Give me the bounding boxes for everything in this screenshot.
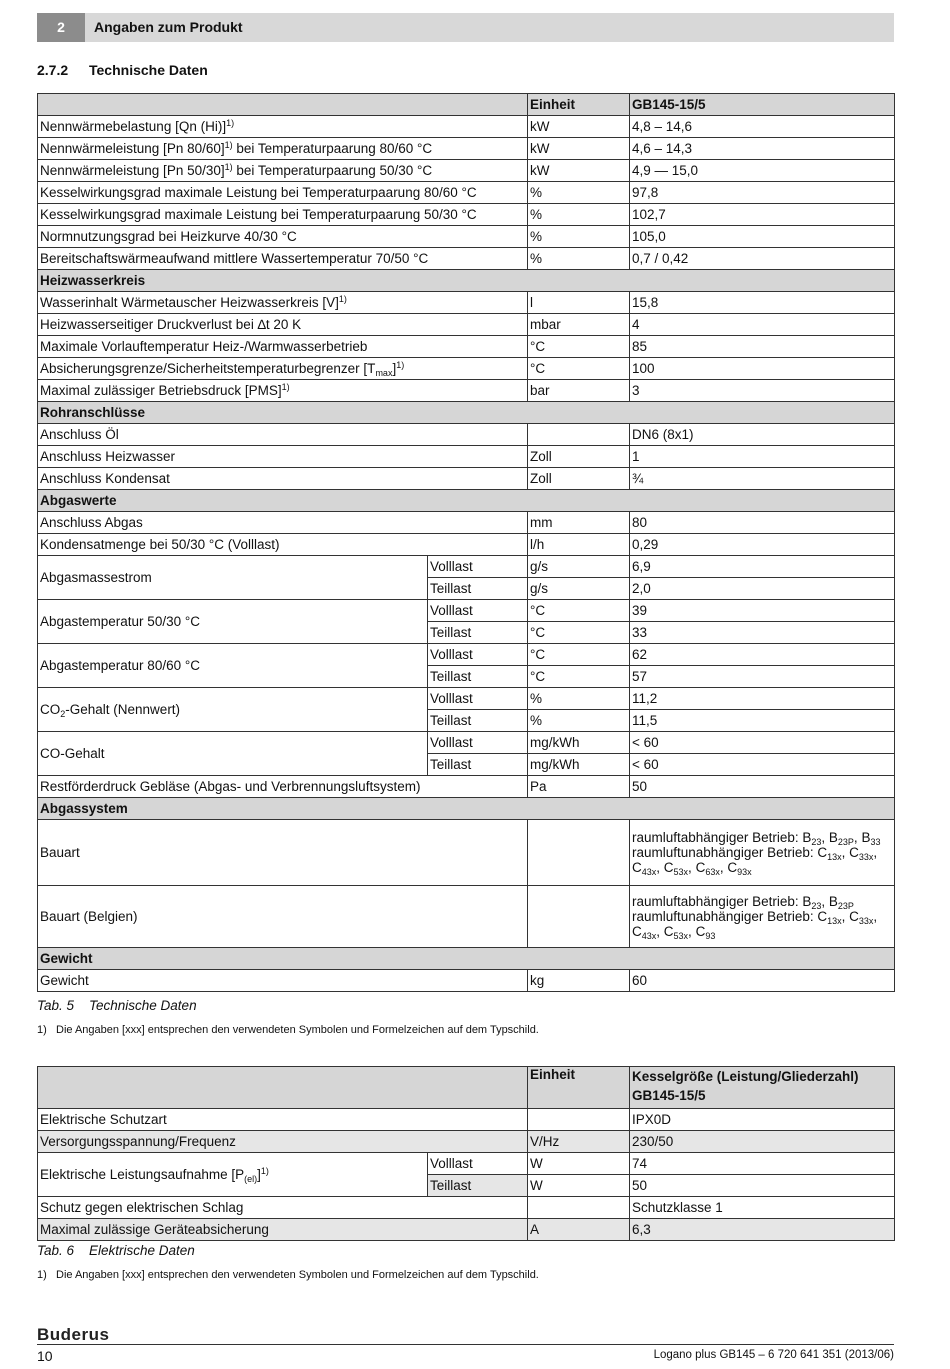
row-label: $CO_2$-Gehalt (Nennwert) — [38, 688, 428, 732]
header-unit: Einheit — [528, 94, 630, 116]
row-load: Volllast — [428, 556, 528, 578]
table-header-row — [38, 94, 895, 116]
row-value: 105,0 — [630, 226, 895, 248]
row-label: CO-Gehalt — [38, 732, 428, 776]
document-reference: Logano plus GB145 – 6 720 641 351 (2013/06) — [653, 1349, 894, 1361]
technical-data-table — [37, 93, 895, 992]
group-row — [38, 948, 895, 970]
table-rows — [38, 1197, 895, 1241]
table-row — [38, 424, 895, 446]
row-label: Maximal zulässiger Betriebsdruck [PMS]$^{1)}$ — [38, 380, 528, 402]
chapter-number: 2 — [37, 13, 85, 42]
table-row — [38, 248, 895, 270]
table-row — [38, 226, 895, 248]
row-unit: % — [528, 204, 630, 226]
row-unit: l — [528, 292, 630, 314]
row-value-bauart: raumluftabhängiger Betrieb: $B_{23}$, $B_{23P}$, $B_{33}$ raumluftunabhängiger Betrieb: $C_{13x}$, $C_{33x}$, $C_{43x}$, $C_{53x}$, $C_{63x}$, $C_{93x}$ — [630, 820, 895, 886]
row-value: 80 — [630, 512, 895, 534]
row-label: Kesselwirkungsgrad maximale Leistung bei Temperaturpaarung 80/60 °C — [38, 182, 528, 204]
row-value: 15,8 — [630, 292, 895, 314]
row-unit: V/Hz — [528, 1131, 630, 1153]
row-unit: °C — [528, 622, 630, 644]
row-label: Elektrische Schutzart — [38, 1109, 528, 1131]
row-unit — [528, 886, 630, 948]
row-value: 33 — [630, 622, 895, 644]
row-label: Wasserinhalt Wärmetauscher Heizwasserkreis $[V]^{1)}$ — [38, 292, 528, 314]
row-unit: °C — [528, 358, 630, 380]
row-label: Bereitschaftswärmeaufwand mittlere Wassertemperatur 70/50 °C — [38, 248, 528, 270]
row-unit — [528, 1197, 630, 1219]
footer-divider — [37, 1344, 894, 1345]
row-unit: mm — [528, 512, 630, 534]
table-row — [38, 182, 895, 204]
row-label: Normnutzungsgrad bei Heizkurve 40/30 °C — [38, 226, 528, 248]
split-rows — [38, 1153, 895, 1197]
row-unit: kW — [528, 138, 630, 160]
row-value: 11,2 — [630, 688, 895, 710]
row-unit: l/h — [528, 534, 630, 556]
row-label: Bauart (Belgien) — [38, 886, 528, 948]
row-unit: % — [528, 248, 630, 270]
footnote: 1) Die Angaben [xxx] entsprechen den verwendeten Symbolen und Formelzeichen auf dem Typschild. — [37, 1024, 539, 1036]
header-unit: Einheit — [528, 1067, 630, 1109]
row-unit: °C — [528, 666, 630, 688]
row-value-bauart-belgien: raumluftabhängiger Betrieb: $B_{23}$, $B_{23P}$ raumluftunabhängiger Betrieb: $C_{13x}$, $C_{33x}$, $C_{43x}$, $C_{53x}$, $C_{93}$ — [630, 886, 895, 948]
footnote: 1) Die Angaben [xxx] entsprechen den verwendeten Symbolen und Formelzeichen auf dem Typschild. — [37, 1269, 539, 1281]
row-label: Heizwasserseitiger Druckverlust bei ∆t 20 K — [38, 314, 528, 336]
row-unit: W — [528, 1175, 630, 1197]
row-unit: Zoll — [528, 446, 630, 468]
row-unit: % — [528, 710, 630, 732]
row-unit: % — [528, 226, 630, 248]
table-row — [38, 314, 895, 336]
section-number: 2.7.2 — [37, 62, 69, 78]
row-unit: mg/kWh — [528, 754, 630, 776]
table-row-bauart — [38, 820, 895, 886]
table-row — [38, 1153, 895, 1175]
row-value: 4,6 – 14,3 — [630, 138, 895, 160]
row-value: 6,9 — [630, 556, 895, 578]
row-value: IPX0D — [630, 1109, 895, 1131]
row-unit: °C — [528, 600, 630, 622]
row-unit: mbar — [528, 314, 630, 336]
group-abgaswerte: Abgaswerte — [38, 490, 895, 512]
row-unit: % — [528, 182, 630, 204]
table-row — [38, 292, 895, 314]
row-label: Restförderdruck Gebläse (Abgas- und Verbrennungsluftsystem) — [38, 776, 528, 798]
row-value: 102,7 — [630, 204, 895, 226]
row-label: Maximale Vorlauftemperatur Heiz-/Warmwasserbetrieb — [38, 336, 528, 358]
row-label: Nennwärmeleistung [Pn 80/60]$^{1)}$ bei Temperaturpaarung 80/60 °C — [38, 138, 528, 160]
group-abgassystem: Abgassystem — [38, 798, 895, 820]
row-unit: °C — [528, 336, 630, 358]
section-title: Technische Daten — [89, 62, 208, 78]
table-row — [38, 358, 895, 380]
group-row — [38, 798, 895, 820]
row-label: Kondensatmenge bei 50/30 °C (Volllast) — [38, 534, 528, 556]
row-unit: % — [528, 688, 630, 710]
brand-logo: Buderus — [37, 1325, 110, 1344]
table-row — [38, 116, 895, 138]
row-label: Absicherungsgrenze/Sicherheitstemperaturbegrenzer $[T_{max}]^{1)}$ — [38, 358, 528, 380]
row-label: Abgastemperatur 50/30 °C — [38, 600, 428, 644]
group-row — [38, 270, 895, 292]
row-label: Anschluss Heizwasser — [38, 446, 528, 468]
row-unit: W — [528, 1153, 630, 1175]
row-value: 4,8 – 14,6 — [630, 116, 895, 138]
header-value: GB145-15/5 — [630, 94, 895, 116]
group-heizwasserkreis: Heizwasserkreis — [38, 270, 895, 292]
row-value: 39 — [630, 600, 895, 622]
row-label: Nennwärmebelastung [Qn (Hi)]$^{1)}$ — [38, 116, 528, 138]
row-value: 74 — [630, 1153, 895, 1175]
row-value: 11,5 — [630, 710, 895, 732]
row-label: Maximal zulässige Geräteabsicherung — [38, 1219, 528, 1241]
table-caption: Tab. 5 Technische Daten — [37, 998, 197, 1013]
row-unit: bar — [528, 380, 630, 402]
row-value: 4,9 — 15,0 — [630, 160, 895, 182]
row-value: 62 — [630, 644, 895, 666]
split-rows — [38, 556, 895, 776]
row-load: Teillast — [428, 710, 528, 732]
row-unit: kg — [528, 970, 630, 992]
row-value: < 60 — [630, 732, 895, 754]
row-label: Anschluss Kondensat — [38, 468, 528, 490]
table-row — [38, 160, 895, 182]
row-unit: g/s — [528, 556, 630, 578]
group-row — [38, 402, 895, 424]
page-number: 10 — [37, 1348, 53, 1364]
row-unit: °C — [528, 644, 630, 666]
row-unit: kW — [528, 160, 630, 182]
table-row — [38, 468, 895, 490]
row-load: Volllast — [428, 732, 528, 754]
row-load: Volllast — [428, 644, 528, 666]
row-load: Teillast — [428, 1175, 528, 1197]
header-value: Kesselgröße (Leistung/Gliederzahl) GB145-15/5 — [630, 1067, 895, 1109]
table-row-bauart-belgien — [38, 886, 895, 948]
row-value: 4 — [630, 314, 895, 336]
row-label: Anschluss Öl — [38, 424, 528, 446]
row-value: < 60 — [630, 754, 895, 776]
row-load: Volllast — [428, 600, 528, 622]
row-label: Abgasmassestrom — [38, 556, 428, 600]
row-value: ¾ — [630, 468, 895, 490]
row-load: Teillast — [428, 578, 528, 600]
table-row — [38, 336, 895, 358]
table-row — [38, 1219, 895, 1241]
table-row — [38, 1109, 895, 1131]
chapter-title: Angaben zum Produkt — [94, 19, 243, 35]
table-row — [38, 534, 895, 556]
row-value: 3 — [630, 380, 895, 402]
row-label: Nennwärmeleistung [Pn 50/30]$^{1)}$ bei Temperaturpaarung 50/30 °C — [38, 160, 528, 182]
row-label: Bauart — [38, 820, 528, 886]
row-value: 97,8 — [630, 182, 895, 204]
row-load: Volllast — [428, 688, 528, 710]
table-rows — [38, 424, 895, 490]
row-label: Anschluss Abgas — [38, 512, 528, 534]
row-value: DN6 (8x1) — [630, 424, 895, 446]
group-row — [38, 490, 895, 512]
row-value: 50 — [630, 1175, 895, 1197]
row-value: 0,29 — [630, 534, 895, 556]
row-value: 6,3 — [630, 1219, 895, 1241]
section-heading — [37, 62, 208, 78]
row-unit: Zoll — [528, 468, 630, 490]
table-caption: Tab. 6 Elektrische Daten — [37, 1243, 195, 1258]
table-row — [38, 776, 895, 798]
table-rows — [38, 116, 895, 270]
row-load: Volllast — [428, 1153, 528, 1175]
row-unit — [528, 1109, 630, 1131]
table-header-row — [38, 1067, 895, 1109]
row-value: 0,7 / 0,42 — [630, 248, 895, 270]
row-value: 50 — [630, 776, 895, 798]
table-row — [38, 380, 895, 402]
group-rohranschluesse: Rohranschlüsse — [38, 402, 895, 424]
row-value: 85 — [630, 336, 895, 358]
row-value: 100 — [630, 358, 895, 380]
table-row — [38, 446, 895, 468]
row-label: Schutz gegen elektrischen Schlag — [38, 1197, 528, 1219]
row-unit — [528, 820, 630, 886]
row-value: Schutzklasse 1 — [630, 1197, 895, 1219]
table-row — [38, 512, 895, 534]
row-load: Teillast — [428, 754, 528, 776]
table-row — [38, 138, 895, 160]
group-gewicht: Gewicht — [38, 948, 895, 970]
row-unit: A — [528, 1219, 630, 1241]
row-load: Teillast — [428, 666, 528, 688]
table-row — [38, 732, 895, 754]
row-load: Teillast — [428, 622, 528, 644]
table-row — [38, 970, 895, 992]
table-rows — [38, 512, 895, 556]
table-row — [38, 644, 895, 666]
row-unit: mg/kWh — [528, 732, 630, 754]
row-unit: Pa — [528, 776, 630, 798]
table-row — [38, 600, 895, 622]
table-row — [38, 204, 895, 226]
row-label: Kesselwirkungsgrad maximale Leistung bei Temperaturpaarung 50/30 °C — [38, 204, 528, 226]
row-label: Abgastemperatur 80/60 °C — [38, 644, 428, 688]
table-rows — [38, 1109, 895, 1153]
electrical-data-table — [37, 1066, 895, 1241]
row-label: Elektrische Leistungsaufnahme $[P_{(el)}]^{1)}$ — [38, 1153, 428, 1197]
table-rows — [38, 292, 895, 358]
table-row — [38, 556, 895, 578]
row-label: Gewicht — [38, 970, 528, 992]
row-value: 57 — [630, 666, 895, 688]
chapter-header — [37, 13, 894, 42]
table-row — [38, 688, 895, 710]
row-value: 230/50 — [630, 1131, 895, 1153]
row-unit: kW — [528, 116, 630, 138]
row-unit — [528, 424, 630, 446]
row-label: Versorgungsspannung/Frequenz — [38, 1131, 528, 1153]
table-row — [38, 1197, 895, 1219]
row-value: 60 — [630, 970, 895, 992]
row-value: 2,0 — [630, 578, 895, 600]
table-row — [38, 1131, 895, 1153]
row-value: 1 — [630, 446, 895, 468]
row-unit: g/s — [528, 578, 630, 600]
